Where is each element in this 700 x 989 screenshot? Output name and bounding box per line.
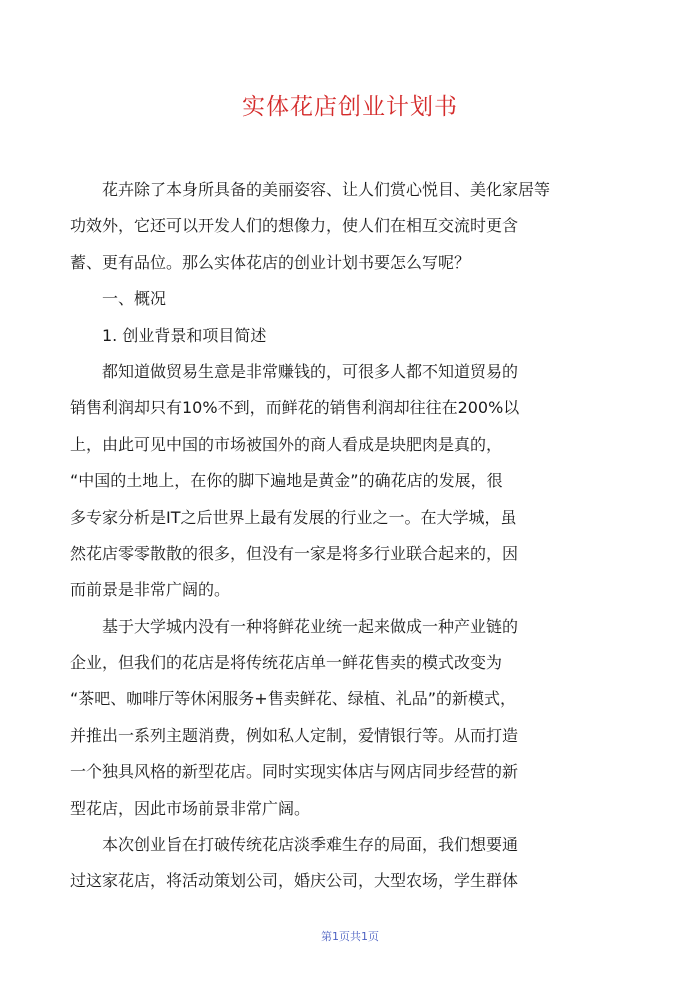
section-heading: 一、概况 [70,289,167,309]
body-line: 功效外，它还可以开发人们的想像力，使人们在相互交流时更含 [70,216,519,236]
body-line: 基于大学城内没有一种将鲜花业统一起来做成一种产业链的 [70,616,519,636]
body-line: 花卉除了本身所具备的美丽姿容、让人们赏心悦目、美化家居等 [70,180,551,199]
body-line: 本次创业旨在打破传统花店淡季难生存的局面，我们想要通 [70,835,519,855]
body-line: 多专家分析是IT之后世界上最有发展的行业之一。在大学城，虽 [70,507,517,527]
body-line: “茶吧、咖啡厅等休闲服务+售卖鲜花、绿植、礼品”的新模式， [70,689,516,709]
body-line: 都知道做贸易生意是非常赚钱的，可很多人都不知道贸易的 [70,361,519,381]
body-line: 过这家花店，将活动策划公司，婚庆公司，大型农场，学生群体 [70,871,519,891]
page-footer: 第1页共1页 [321,930,379,943]
body-line: 而前景是非常广阔的。 [70,580,231,600]
body-line: 销售利润却只有10%不到，而鲜花的销售利润却往往在200%以 [70,398,520,418]
body-line: 一个独具风格的新型花店。同时实现实体店与网店同步经营的新 [70,762,519,782]
body-line: 蓄、更有品位。那么实体花店的创业计划书要怎么写呢？ [70,252,471,272]
document-body [70,172,590,900]
body-line: “中国的土地上，在你的脚下遍地是黄金”的确花店的发展，很 [70,471,503,491]
subsection-heading: 1. 创业背景和项目简述 [70,325,267,345]
document-title: 实体花店创业计划书 [242,94,458,120]
body-line: 型花店，因此市场前景非常广阔。 [70,798,311,818]
body-line: 企业，但我们的花店是将传统花店单一鲜花售卖的模式改变为 [70,653,503,673]
body-line: 上，由此可见中国的市场被国外的商人看成是块肥肉是真的， [70,434,503,454]
body-line: 并推出一系列主题消费，例如私人定制，爱情银行等。从而打造 [70,725,519,745]
body-line: 然花店零零散散的很多，但没有一家是将多行业联合起来的，因 [70,543,519,563]
